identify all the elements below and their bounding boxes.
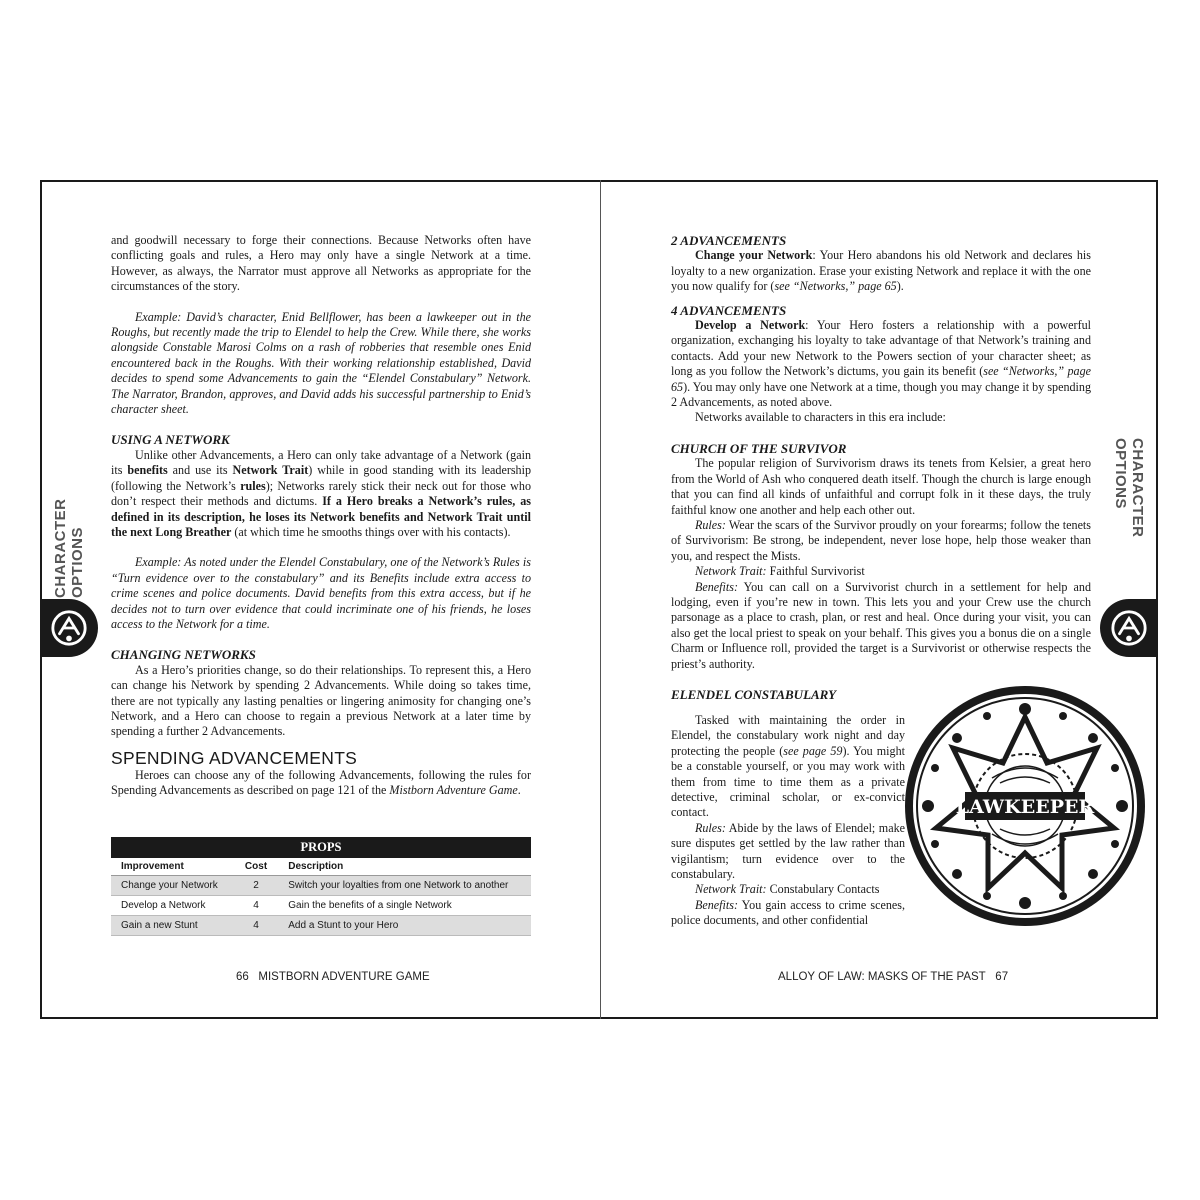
table-row: Gain a new Stunt 4 Add a Stunt to your Hero (111, 916, 531, 936)
page-number: 67 (995, 971, 1009, 983)
column-header: Improvement (111, 858, 234, 876)
table-row: Change your Network 2 Switch your loyalties from one Network to another (111, 876, 531, 896)
props-table (111, 837, 531, 936)
table-title: PROPS (111, 837, 531, 858)
paragraph: Change your Network: Your Hero abandons his old Network and declares his loyalty to a new organization. Erase your existing Network and replace it with the one you now qualify for (see “Networks,” page 65). (671, 248, 1091, 294)
side-tab-left (54, 438, 84, 598)
paragraph: Rules: Abide by the laws of Elendel; make sure disputes get settled by the law rather than vigilantism; turn evidence over to the constabulary. (671, 820, 905, 882)
page-gutter (600, 180, 601, 1019)
paragraph: Networks available to characters in this era include: (695, 410, 946, 425)
paragraph: Heroes can choose any of the following Advancements, following the rules for Spending Advancements as described on page 121 of the Mistborn Adventure Game. (111, 767, 531, 798)
column-header: Description (278, 858, 531, 876)
example-paragraph: Example: As noted under the Elendel Constabulary, one of the Network’s Rules is “Turn evidence over to the constabulary” and its Benefits include extra access to crime scenes and police documents. David benefits from this extra access, but if he decides not to turn over evidence that could incriminate one of his friends, he loses access to the Network for a time. (111, 555, 531, 631)
side-tab-label: CHARACTER OPTIONS (1112, 438, 1146, 538)
book-title: MISTBORN ADVENTURE GAME (258, 971, 430, 983)
paragraph: Unlike other Advancements, a Hero can only take advantage of a Network (gain its benefits and use its Network Trait) while in good standing with its leadership (following the Network’s rules); Networks rarely stick their neck out for those who don’t respect their methods and dictums. If a Hero breaks a Network’s rules, as defined in its description, he loses its Network benefits and Network Trait until the next Long Breather (at which time he smooths things over with his contacts). (111, 447, 532, 539)
book-title: ALLOY OF LAW: MASKS OF THE PAST (778, 971, 986, 983)
section-badge-left (40, 599, 98, 657)
right-folio (778, 971, 1008, 983)
paragraph: As a Hero’s priorities change, so do their relationships. To represent this, a Hero can change his Network by spending 2 Advancements. While doing so takes time, there are not typically any lasting penalties or lingering animosity for changing one’s Network, and a Hero can choose to regain a previous Network at a later time by spending a further 2 Advancements. (111, 662, 531, 739)
paragraph: Rules: Wear the scars of the Survivor proudly on your forearms; follow the tenets of Survivorism: Be strong, be independent, never lose hope, help those weaker than you, and respect the Mists. (671, 517, 1091, 563)
right-page-narrow-text (671, 713, 905, 929)
paragraph: Network Trait: Constabulary Contacts (695, 882, 880, 897)
paragraph: Benefits: You can call on a Survivorist church in a settlement for help and lodging, even if you’re new in town. This lets you and your Crew use the church parsonage as a place to crash, plan, or rest and heal. Once during your visit, you can also get the local priest to speak on your behalf. This gives you a bonus die on a single Charm or Influence roll, provided the target is a Survivorist or otherwise respects the priest’s authority. (671, 579, 1091, 671)
paragraph: and goodwill necessary to forge their connections. Because Networks often have conflicting goals and rules, a Hero may only have a single Network at a time. However, as always, the Narrator must approve all Networks as appropriate for the circumstances of the story. (111, 233, 531, 294)
table-row: Develop a Network 4 Gain the benefits of a single Network (111, 896, 531, 916)
section-heading: 2 ADVANCEMENTS (671, 233, 787, 248)
paragraph: Develop a Network: Your Hero fosters a relationship with a powerful organization, exchanging his loyalty to take advantage of that Network’s training and contacts. Add your new Network to the Powers section of your character sheet; as long as you follow the Network’s dictums, you gain its benefit (see “Networks,” page 65). You may only have one Network at a time, though you may change it by spending 2 Advancements, as noted above. (671, 318, 1091, 410)
example-paragraph: Example: David’s character, Enid Bellflower, has been a lawkeeper out in the Roughs, but recently made the trip to Elendel to help the Crew. While there, she works alongside Constable Marosi Colms on a rash of robberies that resemble ones Enid encountered back in the Roughs. With their working relationship established, David decides to spend some Advancements to gain the “Elendel Constabulary” Network. The Narrator, Brandon, approves, and David adds his successful partnership to Enid’s character sheet. (111, 309, 531, 417)
left-folio (236, 971, 430, 983)
page-number: 66 (236, 971, 249, 983)
section-heading: CHURCH OF THE SURVIVOR (671, 440, 847, 456)
left-page-text (111, 233, 531, 799)
section-heading: USING A NETWORK (111, 432, 230, 448)
seal-label: LAWKEEPER (955, 796, 1095, 818)
right-page-text (671, 233, 1091, 702)
allomancy-symbol-icon (1110, 609, 1148, 647)
section-heading: CHANGING NETWORKS (111, 647, 256, 663)
lawkeeper-seal (902, 683, 1148, 929)
section-heading: ELENDEL CONSTABULARY (671, 686, 837, 702)
side-tab-right (1114, 438, 1144, 598)
section-badge-right (1100, 599, 1158, 657)
section-heading: 4 ADVANCEMENTS (671, 302, 787, 318)
paragraph: Benefits: You gain access to crime scenes, police documents, and other confidential (671, 897, 905, 928)
section-heading: SPENDING ADVANCEMENTS (111, 747, 358, 768)
side-tab-label: CHARACTER OPTIONS (52, 498, 86, 598)
paragraph: The popular religion of Survivorism draws its tenets from Kelsier, a great hero from the World of Ash who conquered death itself. Though the church is large enough that you can find all kinds of unfaithful and corrupt folk in it these days, the truly faithful know one another and help each other out. (671, 456, 1091, 517)
paragraph: Network Trait: Faithful Survivorist (695, 564, 865, 579)
paragraph: Tasked with maintaining the order in Elendel, the constabulary work night and day protecting the people (see page 59). You might be a constable yourself, or you may work with them from time to time them as a private detective, criminal scholar, or ex-convict contact. (671, 713, 905, 820)
column-header: Cost (234, 858, 278, 876)
allomancy-symbol-icon (50, 609, 88, 647)
